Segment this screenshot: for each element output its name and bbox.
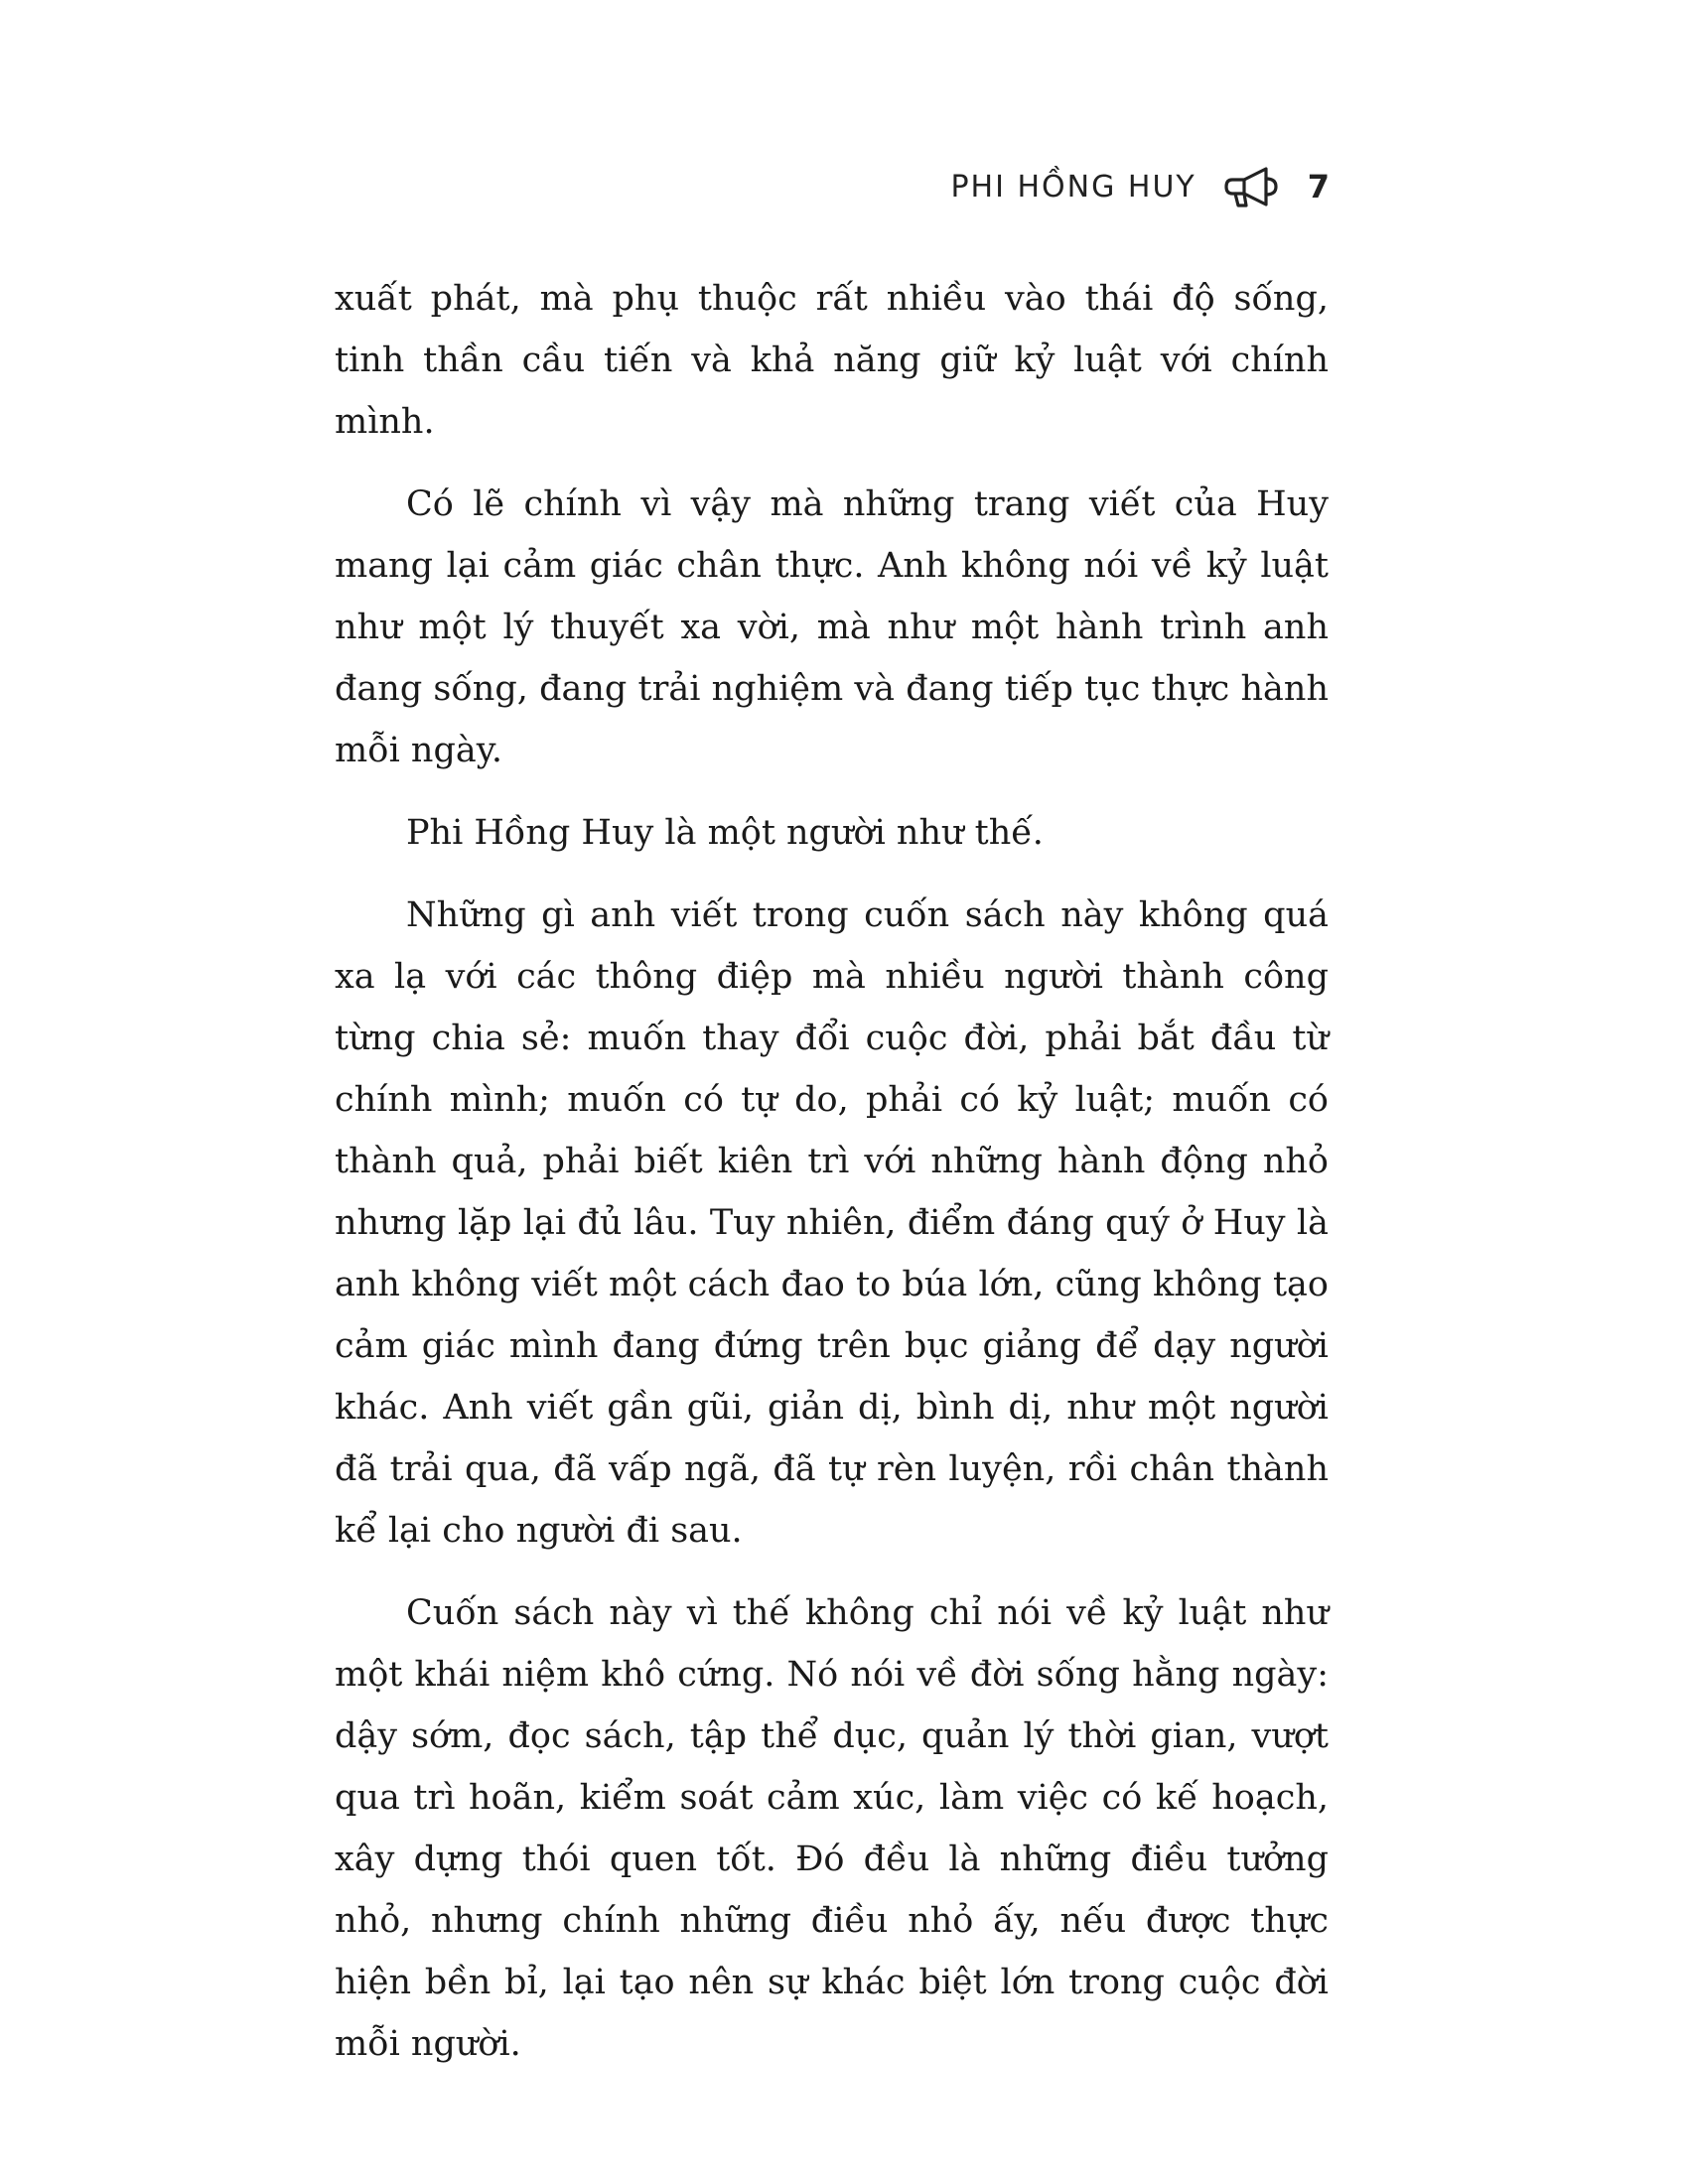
body-text <box>335 268 1329 2096</box>
running-head-author: PHI HỒNG HUY <box>950 169 1196 205</box>
megaphone-icon <box>1222 165 1282 208</box>
paragraph: Những gì anh viết trong cuốn sách này không quá xa lạ với các thông điệp mà nhiều người thành công từng chia sẻ: muốn thay đổi cuộc đời, phải bắt đầu từ chính mình; muốn có tự do, phải có kỷ luật; muốn có thành quả, phải biết kiên trì với những hành động nhỏ nhưng lặp lại đủ lâu. Tuy nhiên, điểm đáng quý ở Huy là anh không viết một cách đao to búa lớn, cũng không tạo cảm giác mình đang đứng trên bục giảng để dạy người khác. Anh viết gần gũi, giản dị, bình dị, như một người đã trải qua, đã vấp ngã, đã tự rèn luyện, rồi chân thành kể lại cho người đi sau. <box>335 895 1329 1551</box>
paragraph: Phi Hồng Huy là một người như thế. <box>406 813 1044 853</box>
page-number: 7 <box>1307 168 1330 205</box>
paragraph: xuất phát, mà phụ thuộc rất nhiều vào thái độ sống, tinh thần cầu tiến và khả năng giữ kỷ luật với chính mình. <box>335 279 1329 442</box>
running-header <box>950 159 1330 214</box>
paragraph: Có lẽ chính vì vậy mà những trang viết của Huy mang lại cảm giác chân thực. Anh không nói về kỷ luật như một lý thuyết xa vời, mà như một hành trình anh đang sống, đang trải nghiệm và đang tiếp tục thực hành mỗi ngày. <box>335 484 1329 770</box>
paragraph: Cuốn sách này vì thế không chỉ nói về kỷ luật như một khái niệm khô cứng. Nó nói về đời sống hằng ngày: dậy sớm, đọc sách, tập thể dục, quản lý thời gian, vượt qua trì hoãn, kiểm soát cảm xúc, làm việc có kế hoạch, xây dựng thói quen tốt. Đó đều là những điều tưởng nhỏ, nhưng chính những điều nhỏ ấy, nếu được thực hiện bền bỉ, lại tạo nên sự khác biệt lớn trong cuộc đời mỗi người. <box>335 1593 1329 2064</box>
